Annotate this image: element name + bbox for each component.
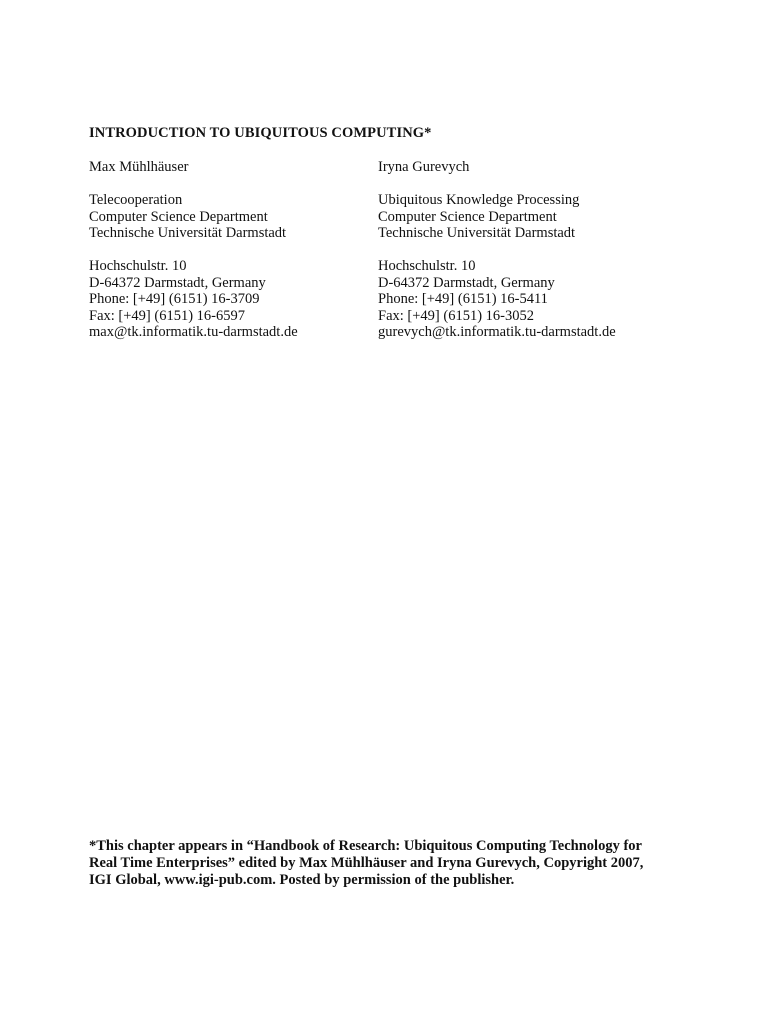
author-address bbox=[378, 258, 678, 341]
paper-title: INTRODUCTION TO UBIQUITOUS COMPUTING* bbox=[89, 125, 432, 141]
affiliation-department: Computer Science Department bbox=[89, 208, 268, 225]
footnote-line: IGI Global, www.igi-pub.com. Posted by permission of the publisher. bbox=[89, 872, 515, 888]
author-block-gurevych bbox=[378, 159, 678, 341]
address-phone: Phone: [+49] (6151) 16-5411 bbox=[378, 291, 548, 307]
publication-footnote bbox=[89, 838, 689, 889]
affiliation-department: Computer Science Department bbox=[378, 208, 557, 225]
footnote-line: *This chapter appears in “Handbook of Research: Ubiquitous Computing Technology for bbox=[89, 838, 642, 854]
affiliation-university: Technische Universität Darmstadt bbox=[378, 225, 576, 241]
address-street: Hochschulstr. 10 bbox=[378, 258, 476, 274]
author-name: Iryna Gurevych bbox=[378, 159, 470, 175]
affiliation-university: Technische Universität Darmstadt bbox=[89, 225, 287, 241]
author-affiliation bbox=[378, 192, 678, 242]
author-block-muhlhauser bbox=[89, 159, 369, 341]
affiliation-group: Telecooperation bbox=[89, 192, 183, 208]
address-fax: Fax: [+49] (6151) 16-6597 bbox=[89, 307, 245, 324]
address-city: D-64372 Darmstadt, Germany bbox=[378, 274, 555, 291]
address-email: gurevych@tk.informatik.tu-darmstadt.de bbox=[378, 324, 616, 340]
author-address bbox=[89, 258, 369, 341]
address-email: max@tk.informatik.tu-darmstadt.de bbox=[89, 324, 298, 340]
address-phone: Phone: [+49] (6151) 16-3709 bbox=[89, 291, 260, 307]
address-street: Hochschulstr. 10 bbox=[89, 258, 187, 274]
address-city: D-64372 Darmstadt, Germany bbox=[89, 274, 266, 291]
author-affiliation bbox=[89, 192, 369, 242]
author-name: Max Mühlhäuser bbox=[89, 159, 189, 175]
footnote-line: Real Time Enterprises” edited by Max Mühlhäuser and Iryna Gurevych, Copyright 2007, bbox=[89, 855, 644, 871]
affiliation-group: Ubiquitous Knowledge Processing bbox=[378, 192, 580, 208]
address-fax: Fax: [+49] (6151) 16-3052 bbox=[378, 307, 534, 324]
